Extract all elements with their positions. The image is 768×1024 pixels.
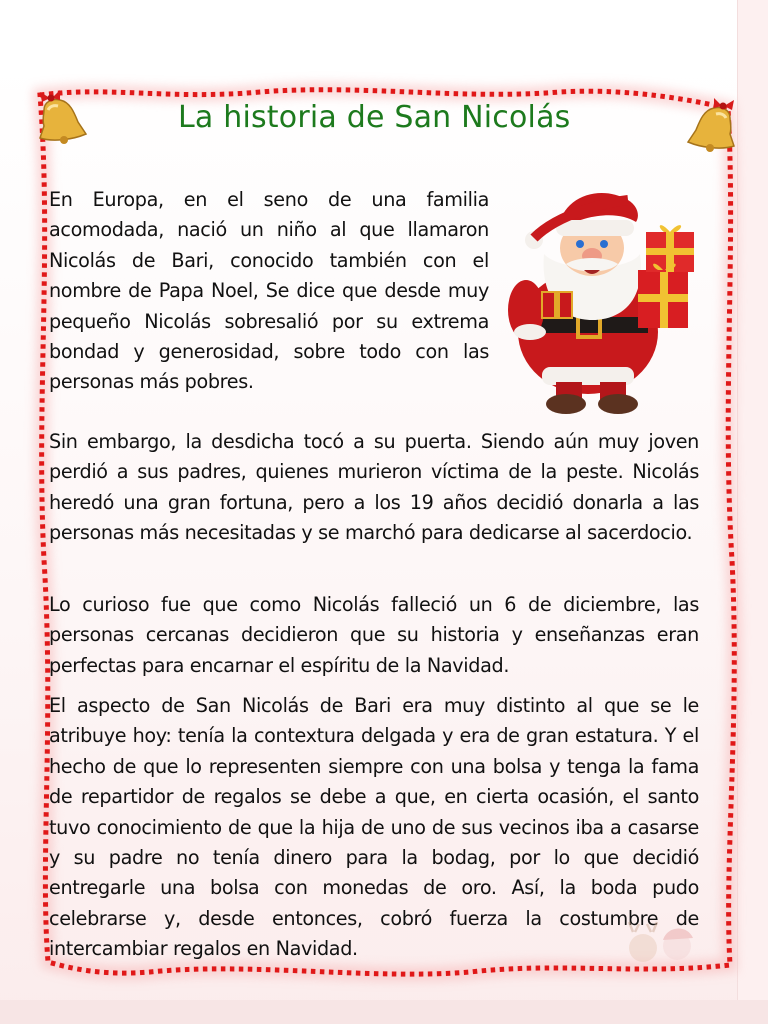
paragraph: El aspecto de San Nicolás de Bari era muy distinto al que se le atribuye hoy: tenía la contextura delgada y era de gran estatura. Y el hecho de que lo representen siempre con una bolsa y tenga la fama de repartidor de regalos se debe a que, en cierta ocasión, el santo tuvo conocimiento de que la hija de uno de sus vecinos iba a casarse y su padre no tenía dinero para la bodag, por lo que decidió entregarle una bolsa con monedas de oro. Así, la boda pudo celebrarse y, desde entonces, cobró fuerza la costumbre de intercambiar regalos en Navidad. [49, 694, 699, 961]
paragraph: Sin embargo, la desdicha tocó a su puerta. Siendo aún muy joven perdió a sus padres, quienes murieron víctima de la peste. Nicolás heredó una gran fortuna, pero a los 19 años decidió donarla a las personas más necesitadas y se marchó para dedicarse al sacerdocio. [49, 430, 699, 545]
christmas-bell-icon [682, 96, 744, 158]
page-title: La historia de San Nicolás [178, 100, 571, 135]
reindeer-santa-watermark-icon [615, 920, 705, 970]
paragraph: En Europa, en el seno de una familia acomodada, nació un niño al que llamaron Nicolás de Bari, conocido también con el nombre de Papa Noel, Se dice que desde muy pequeño Nicolás sobresalió por su extrema bondad y generosidad, sobre todo con las personas más pobres. [49, 188, 489, 394]
christmas-bell-icon [30, 88, 92, 150]
santa-claus-icon [500, 182, 700, 417]
paragraph: Lo curioso fue que como Nicolás falleció un 6 de diciembre, las personas cercanas decidieron que su historia y enseñanzas eran perfectas para encarnar el espíritu de la Navidad. [49, 593, 699, 677]
